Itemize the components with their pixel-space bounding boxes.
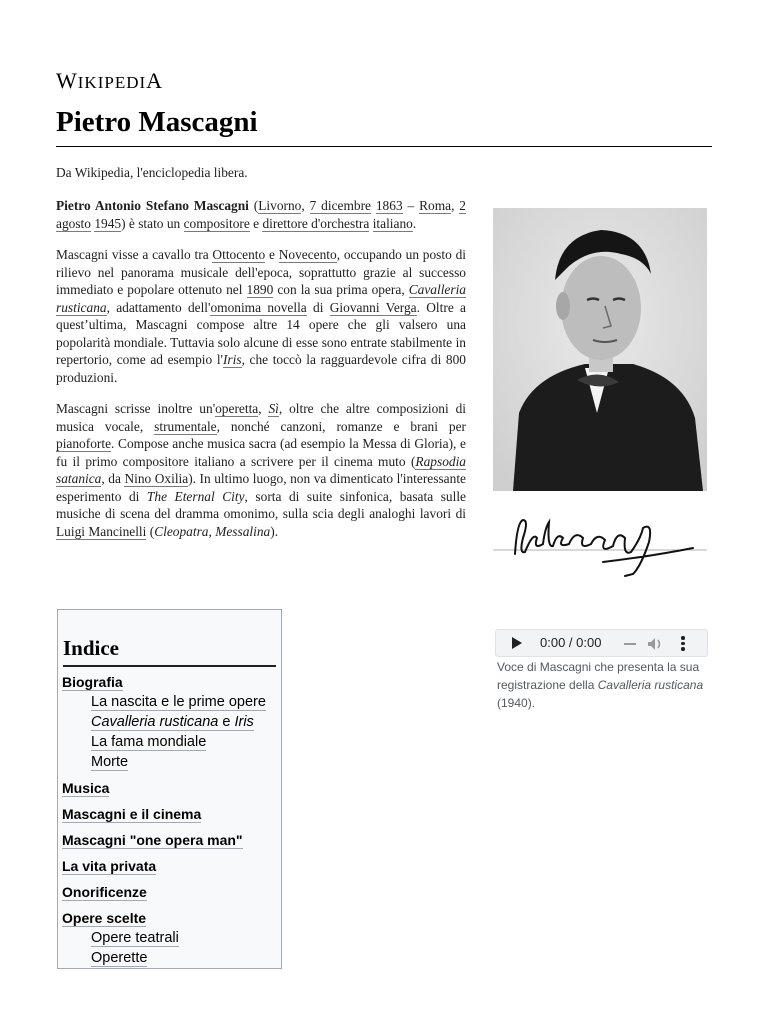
caption-text: (1940). bbox=[497, 696, 536, 710]
wordmark-last: A bbox=[146, 68, 164, 93]
toc-subitem-label: Operette bbox=[91, 950, 148, 966]
toc-item-label: Onorificenze bbox=[62, 884, 147, 900]
article-body bbox=[56, 197, 466, 554]
link-ottocento[interactable]: Ottocento bbox=[212, 247, 266, 262]
wordmark-small: IKIPEDI bbox=[77, 73, 147, 92]
caption-text: Voce di Mascagni che presenta la sua registrazione della bbox=[497, 660, 700, 692]
toc-item-onorificenze[interactable] bbox=[58, 882, 281, 902]
more-options-icon[interactable] bbox=[680, 634, 686, 654]
toc-item-label: Biografia bbox=[62, 674, 123, 690]
volume-icon[interactable] bbox=[646, 635, 664, 653]
text: , che toccò la ragguardevole cifra di 800 produzioni. bbox=[56, 352, 466, 385]
text: , bbox=[258, 401, 269, 416]
paragraph-1 bbox=[56, 197, 466, 232]
toc-subitem[interactable] bbox=[62, 752, 281, 772]
toc-subitem[interactable] bbox=[62, 948, 281, 968]
title-divider bbox=[56, 146, 712, 147]
toc-item-musica[interactable] bbox=[58, 778, 281, 798]
link-giovanni-verga[interactable]: Giovanni Verga bbox=[329, 299, 417, 315]
play-icon[interactable] bbox=[512, 637, 522, 649]
link-pianoforte[interactable]: pianoforte bbox=[56, 436, 112, 451]
text: , da bbox=[101, 471, 125, 486]
signature-image[interactable] bbox=[493, 508, 707, 588]
text: ). In ultimo luogo, non va dimenticato l'interessante esperimento di bbox=[56, 471, 466, 504]
text: Mascagni scrisse inoltre un' bbox=[56, 401, 216, 416]
text: ). bbox=[270, 523, 279, 539]
text: con la sua prima opera, bbox=[273, 282, 409, 297]
text: , bbox=[208, 523, 216, 539]
text: ( bbox=[248, 198, 259, 213]
toc-italic: Cavalleria rusticana bbox=[91, 714, 219, 730]
toc-item-biografia[interactable] bbox=[58, 672, 281, 772]
toc-item-one-opera-man[interactable] bbox=[58, 830, 281, 850]
audio-time: 0:00 / 0:00 bbox=[540, 635, 602, 650]
paragraph-2 bbox=[56, 246, 466, 386]
toc-item-label: La vita privata bbox=[62, 858, 157, 874]
text: . Oltre a quest’ultima, Mascagni compose altre 14 opere che gli valsero una popolarità mondiale. Tuttavia solo alcune di esse sono entrate stabilmente in repertorio, come ad esempio l' bbox=[56, 299, 467, 367]
tagline: Da Wikipedia, l'enciclopedia libera. bbox=[56, 165, 248, 180]
toc-item-label: Musica bbox=[62, 780, 110, 796]
portrait-photo[interactable] bbox=[493, 208, 707, 491]
link-omonima-novella[interactable]: omonima novella bbox=[210, 299, 307, 315]
link-luigi-mancinelli[interactable]: Luigi Mancinelli bbox=[56, 523, 147, 539]
text: di bbox=[306, 299, 330, 315]
toc-title: Indice bbox=[63, 636, 276, 667]
text: . Compose anche musica sacra (ad esempio la Messa di Gloria), e fu il primo compositore italiano a scrivere per il cinema muto ( bbox=[56, 436, 466, 469]
toc-subitem[interactable] bbox=[62, 712, 281, 732]
link-1863[interactable]: 1863 bbox=[375, 198, 403, 213]
toc-list bbox=[58, 672, 281, 968]
link-direttore[interactable]: direttore d'orchestra bbox=[262, 215, 370, 231]
link-roma[interactable]: Roma bbox=[419, 198, 452, 213]
text: , oltre che altre composizioni di musica vocale, bbox=[56, 401, 467, 434]
link-death-date[interactable]: 2 agosto bbox=[56, 198, 466, 231]
text: e bbox=[265, 247, 279, 262]
text: ( bbox=[146, 523, 155, 539]
paragraph-3 bbox=[56, 400, 466, 540]
table-of-contents bbox=[57, 609, 282, 969]
wikipedia-wordmark[interactable] bbox=[56, 68, 163, 94]
caption-italic: Cavalleria rusticana bbox=[597, 678, 704, 692]
text: , nonché canzoni, romanze e brani per bbox=[216, 418, 466, 434]
toc-subitem-label: Morte bbox=[91, 754, 129, 770]
subject-name: Pietro Antonio Stefano Mascagni bbox=[56, 198, 249, 213]
toc-item-label: Mascagni e il cinema bbox=[62, 806, 202, 822]
text: e bbox=[249, 215, 263, 231]
toc-item-label: Mascagni "one opera man" bbox=[62, 832, 243, 848]
toc-item-label: Opere scelte bbox=[62, 910, 147, 926]
italic-text: Cleopatra bbox=[154, 523, 209, 539]
toc-subitem-label: La nascita e le prime opere bbox=[91, 694, 266, 710]
link-strumentale[interactable]: strumentale bbox=[154, 418, 217, 434]
link-livorno[interactable]: Livorno bbox=[258, 198, 302, 213]
audio-player[interactable] bbox=[495, 629, 708, 657]
italic-text: Messalina bbox=[215, 523, 271, 539]
text: Mascagni visse a cavallo tra bbox=[56, 247, 213, 262]
text: , sorta di suite sinfonica, basata sulle musiche di scena del dramma omonimo, sulla scia degli analoghi lavori di bbox=[56, 488, 466, 521]
link-iris[interactable]: Iris bbox=[222, 352, 242, 367]
toc-subitem-label bbox=[91, 714, 254, 731]
toc-item-opere-scelte[interactable] bbox=[58, 908, 281, 968]
link-si[interactable]: Sì bbox=[268, 401, 279, 416]
text: ) è stato un bbox=[121, 215, 184, 231]
text: – bbox=[402, 198, 420, 213]
toc-subitem-label: Opere teatrali bbox=[91, 930, 179, 946]
text: , adattamento dell' bbox=[106, 299, 211, 315]
link-novecento[interactable]: Novecento bbox=[278, 247, 337, 262]
text: . bbox=[412, 215, 417, 231]
link-italiano[interactable]: italiano bbox=[372, 215, 413, 231]
toc-text: e bbox=[218, 714, 235, 730]
portrait-image bbox=[493, 208, 707, 491]
toc-item-cinema[interactable] bbox=[58, 804, 281, 824]
link-compositore[interactable]: compositore bbox=[183, 215, 250, 231]
italic-text: The Eternal City bbox=[146, 488, 245, 504]
link-rapsodia-satanica[interactable]: Rapsodia satanica bbox=[56, 453, 466, 486]
link-1945[interactable]: 1945 bbox=[94, 215, 122, 231]
text: , bbox=[301, 198, 310, 213]
link-birth-date[interactable]: 7 dicembre bbox=[309, 198, 371, 213]
toc-italic: Iris bbox=[234, 714, 254, 730]
link-cavalleria[interactable]: Cavalleria rusticana bbox=[56, 282, 466, 315]
toc-subitem[interactable] bbox=[62, 732, 281, 752]
page-title: Pietro Mascagni bbox=[56, 106, 258, 138]
link-operetta[interactable]: operetta bbox=[215, 401, 259, 416]
toc-subitem[interactable] bbox=[62, 692, 281, 712]
audio-progress-bar[interactable] bbox=[624, 643, 636, 645]
link-nino-oxilia[interactable]: Nino Oxilia bbox=[124, 471, 189, 486]
toc-subitem-label: La fama mondiale bbox=[91, 734, 207, 750]
audio-caption bbox=[497, 658, 707, 712]
toc-subitem[interactable] bbox=[62, 928, 281, 948]
wordmark-first: W bbox=[56, 68, 78, 93]
toc-item-vita-privata[interactable] bbox=[58, 856, 281, 876]
text: , occupando un posto di rilievo nel panorama musicale dell'epoca, soprattutto grazie al successo immediato e popolare ottenuto nel bbox=[56, 247, 466, 297]
link-1890[interactable]: 1890 bbox=[246, 282, 274, 297]
text: , bbox=[451, 198, 460, 213]
